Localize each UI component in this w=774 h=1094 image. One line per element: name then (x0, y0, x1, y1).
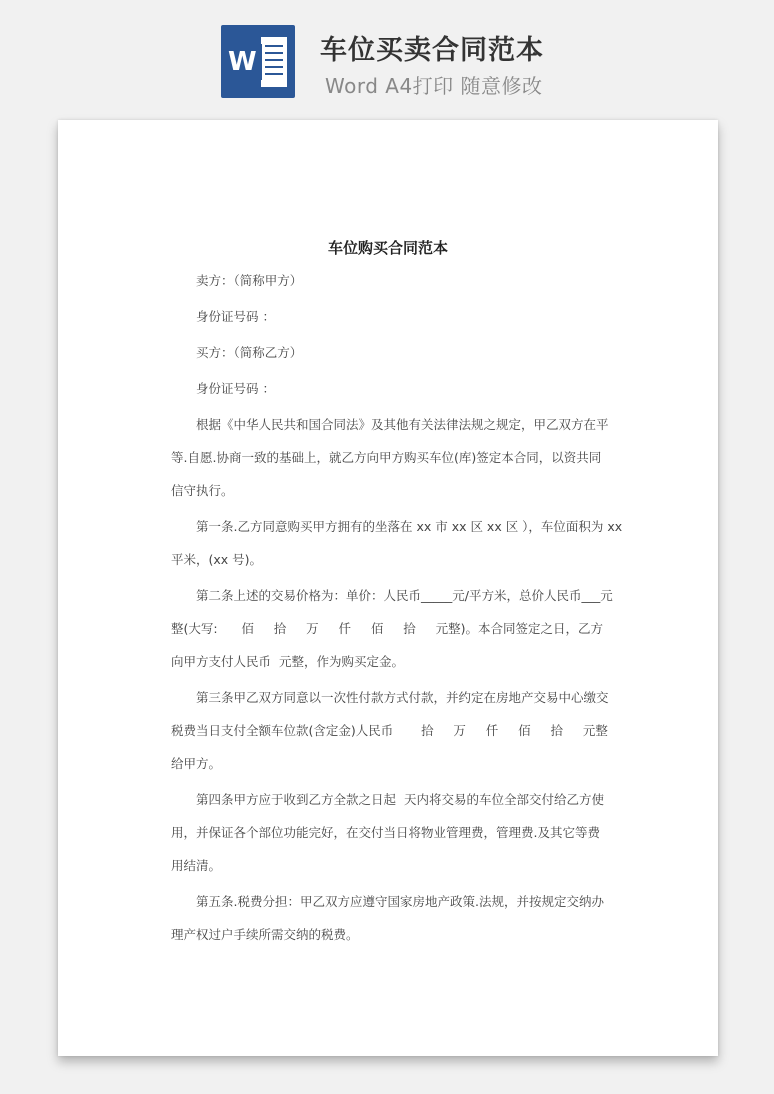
paragraph-line: 给甲方。 (171, 756, 222, 771)
document-lines-graphic (261, 37, 287, 87)
seller-line: 卖方：（简称甲方） (196, 273, 303, 288)
page-title: 车位买卖合同范本 (320, 35, 544, 66)
paragraph-line: 整(大写: 佰 拾 万 仟 佰 拾 元整)。本合同签定之日，乙方 (171, 621, 604, 636)
paragraph-line: 根据《中华人民共和国合同法》及其他有关法律法规之规定，甲乙双方在平 (196, 417, 609, 432)
word-icon-letter: W (228, 44, 262, 80)
paragraph-line: 用结清。 (171, 858, 222, 873)
paragraph-line: 税费当日支付全额车位款(含定金)人民币 拾 万 仟 佰 拾 元整 (171, 723, 608, 738)
paragraph-line: 等.自愿.协商一致的基础上，就乙方向甲方购买车位(库)签定本合同，以资共同 (171, 450, 602, 465)
seller-id-line: 身份证号码 ： (196, 309, 275, 324)
paragraph-line: 信守执行。 (171, 483, 234, 498)
paragraph-line: 平米，(xx 号)。 (171, 552, 263, 567)
paragraph-line: 向甲方支付人民币 元整，作为购买定金。 (171, 654, 404, 669)
word-icon (221, 25, 295, 98)
page-subtitle: Word A4打印 随意修改 (325, 74, 543, 98)
paragraph-line: 第五条.税费分担：甲乙双方应遵守国家房地产政策.法规，并按规定交纳办 (196, 894, 604, 909)
document-page (58, 120, 718, 1056)
paragraph-line: 第一条.乙方同意购买甲方拥有的坐落在 xx 市 xx 区 xx 区 ），车位面积为 xx (196, 519, 623, 534)
buyer-id-line: 身份证号码 ： (196, 381, 275, 396)
page-header (0, 0, 774, 110)
paragraph-line: 第四条甲方应于收到乙方全款之日起 天内将交易的车位全部交付给乙方使 (196, 792, 604, 807)
paragraph-line: 用，并保证各个部位功能完好，在交付当日将物业管理费，管理费.及其它等费 (171, 825, 600, 840)
paragraph-line: 第三条甲乙双方同意以一次性付款方式付款，并约定在房地产交易中心缴交 (196, 690, 609, 705)
paragraph-line: 理产权过户手续所需交纳的税费。 (171, 927, 359, 942)
buyer-line: 买方：（简称乙方） (196, 345, 303, 360)
document-title: 车位购买合同范本 (327, 239, 448, 257)
paragraph-line: 第二条上述的交易价格为：单价：人民币_____元/平方米，总价人民币___元 (196, 588, 613, 603)
